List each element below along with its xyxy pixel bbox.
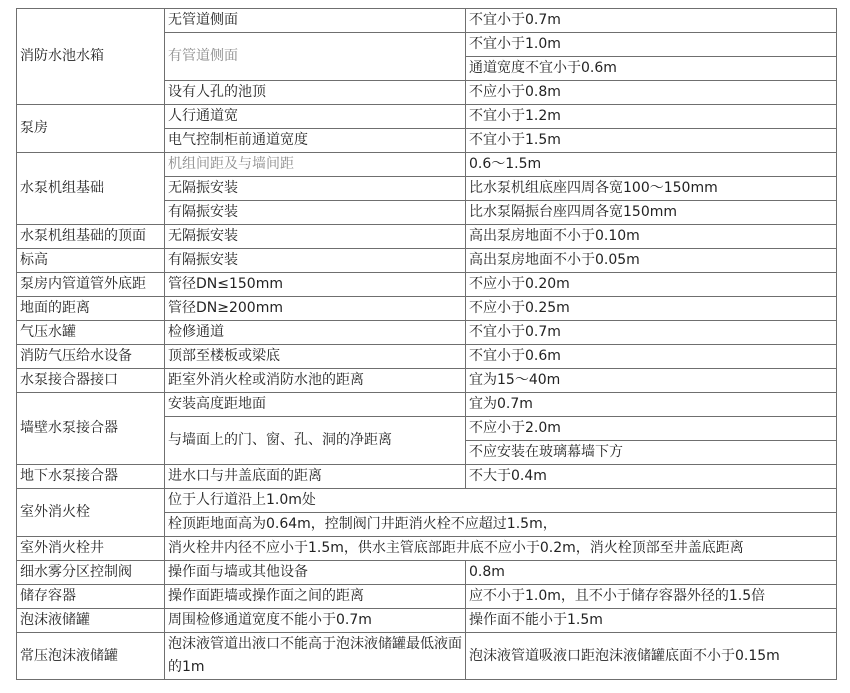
item-cell: 无隔振安装	[165, 225, 466, 249]
item-cell: 与墙面上的门、窗、孔、洞的净距离	[165, 417, 466, 465]
item-cell: 泡沫液管道出液口不能高于泡沫液储罐最低液面的1m	[165, 633, 466, 680]
requirement-cell: 不宜小于1.5m	[466, 129, 837, 153]
category-cell-continued: 标高	[17, 249, 165, 273]
item-cell: 距室外消火栓或消防水池的距离	[165, 369, 466, 393]
table-row	[17, 561, 837, 585]
table-row	[17, 249, 837, 273]
item-cell: 有管道侧面	[165, 33, 466, 81]
category-cell: 室外消火栓	[17, 489, 165, 537]
table-row	[17, 537, 837, 561]
item-cell: 人行通道宽	[165, 105, 466, 129]
category-cell-continued: 地面的距离	[17, 297, 165, 321]
requirement-cell: 不宜小于0.7m	[466, 321, 837, 345]
item-cell: 操作面与墙或其他设备	[165, 561, 466, 585]
table-row	[17, 633, 837, 680]
category-cell: 泡沫液储罐	[17, 609, 165, 633]
requirement-cell: 应不小于1.0m，且不小于储存容器外径的1.5倍	[466, 585, 837, 609]
requirement-cell: 不应小于2.0m	[466, 417, 837, 441]
category-cell: 墙壁水泵接合器	[17, 393, 165, 465]
table-row	[17, 153, 837, 177]
table-row	[17, 9, 837, 33]
category-cell: 泵房	[17, 105, 165, 153]
merged-cell: 栓顶距地面高为0.64m，控制阀门井距消火栓不应超过1.5m，	[165, 513, 837, 537]
category-cell: 水泵机组基础	[17, 153, 165, 225]
requirement-cell: 不应小于0.8m	[466, 81, 837, 105]
merged-cell: 消火栓井内径不应小于1.5m，供水主管底部距井底不应小于0.2m，消火栓顶部至井盖底距离	[165, 537, 837, 561]
item-cell: 操作面距墙或操作面之间的距离	[165, 585, 466, 609]
merged-cell: 位于人行道沿上1.0m处	[165, 489, 837, 513]
category-cell: 细水雾分区控制阀	[17, 561, 165, 585]
table-row	[17, 225, 837, 249]
table-row	[17, 273, 837, 297]
requirement-cell: 高出泵房地面不小于0.10m	[466, 225, 837, 249]
item-cell: 顶部至楼板或梁底	[165, 345, 466, 369]
table-row	[17, 345, 837, 369]
item-cell: 电气控制柜前通道宽度	[165, 129, 466, 153]
table-row	[17, 297, 837, 321]
item-cell: 检修通道	[165, 321, 466, 345]
category-cell: 消防气压给水设备	[17, 345, 165, 369]
spec-table	[16, 8, 837, 680]
requirement-cell: 通道宽度不宜小于0.6m	[466, 57, 837, 81]
item-cell: 进水口与井盖底面的距离	[165, 465, 466, 489]
item-cell: 无管道侧面	[165, 9, 466, 33]
category-cell: 水泵接合器接口	[17, 369, 165, 393]
item-cell: 安装高度距地面	[165, 393, 466, 417]
category-cell: 地下水泵接合器	[17, 465, 165, 489]
table-row	[17, 585, 837, 609]
requirement-cell: 不应安装在玻璃幕墙下方	[466, 441, 837, 465]
category-cell: 储存容器	[17, 585, 165, 609]
requirement-cell: 不大于0.4m	[466, 465, 837, 489]
requirement-cell: 宜为15～40m	[466, 369, 837, 393]
requirement-cell: 宜为0.7m	[466, 393, 837, 417]
table-row	[17, 465, 837, 489]
item-cell: 管径DN≥200mm	[165, 297, 466, 321]
table-row	[17, 321, 837, 345]
category-cell: 气压水罐	[17, 321, 165, 345]
category-cell: 室外消火栓井	[17, 537, 165, 561]
requirement-cell: 不应小于0.20m	[466, 273, 837, 297]
requirement-cell: 泡沫液管道吸液口距泡沫液储罐底面不小于0.15m	[466, 633, 837, 680]
requirement-cell: 不宜小于0.6m	[466, 345, 837, 369]
item-cell: 机组间距及与墙间距	[165, 153, 466, 177]
category-cell: 泵房内管道管外底距	[17, 273, 165, 297]
item-cell: 设有人孔的池顶	[165, 81, 466, 105]
requirement-cell: 高出泵房地面不小于0.05m	[466, 249, 837, 273]
table-row	[17, 609, 837, 633]
requirement-cell: 比水泵隔振台座四周各宽150mm	[466, 201, 837, 225]
item-cell: 有隔振安装	[165, 201, 466, 225]
table-row	[17, 105, 837, 129]
requirement-cell: 不宜小于0.7m	[466, 9, 837, 33]
category-cell: 消防水池水箱	[17, 9, 165, 105]
category-cell: 常压泡沫液储罐	[17, 633, 165, 680]
requirement-cell: 0.8m	[466, 561, 837, 585]
category-cell: 水泵机组基础的顶面	[17, 225, 165, 249]
table-row	[17, 489, 837, 513]
item-cell: 周围检修通道宽度不能小于0.7m	[165, 609, 466, 633]
requirement-cell: 不宜小于1.0m	[466, 33, 837, 57]
table-row	[17, 393, 837, 417]
requirement-cell: 比水泵机组底座四周各宽100～150mm	[466, 177, 837, 201]
requirement-cell: 0.6～1.5m	[466, 153, 837, 177]
item-cell: 有隔振安装	[165, 249, 466, 273]
item-cell: 管径DN≤150mm	[165, 273, 466, 297]
requirement-cell: 不宜小于1.2m	[466, 105, 837, 129]
table-row	[17, 369, 837, 393]
requirement-cell: 操作面不能小于1.5m	[466, 609, 837, 633]
item-cell: 无隔振安装	[165, 177, 466, 201]
requirement-cell: 不应小于0.25m	[466, 297, 837, 321]
